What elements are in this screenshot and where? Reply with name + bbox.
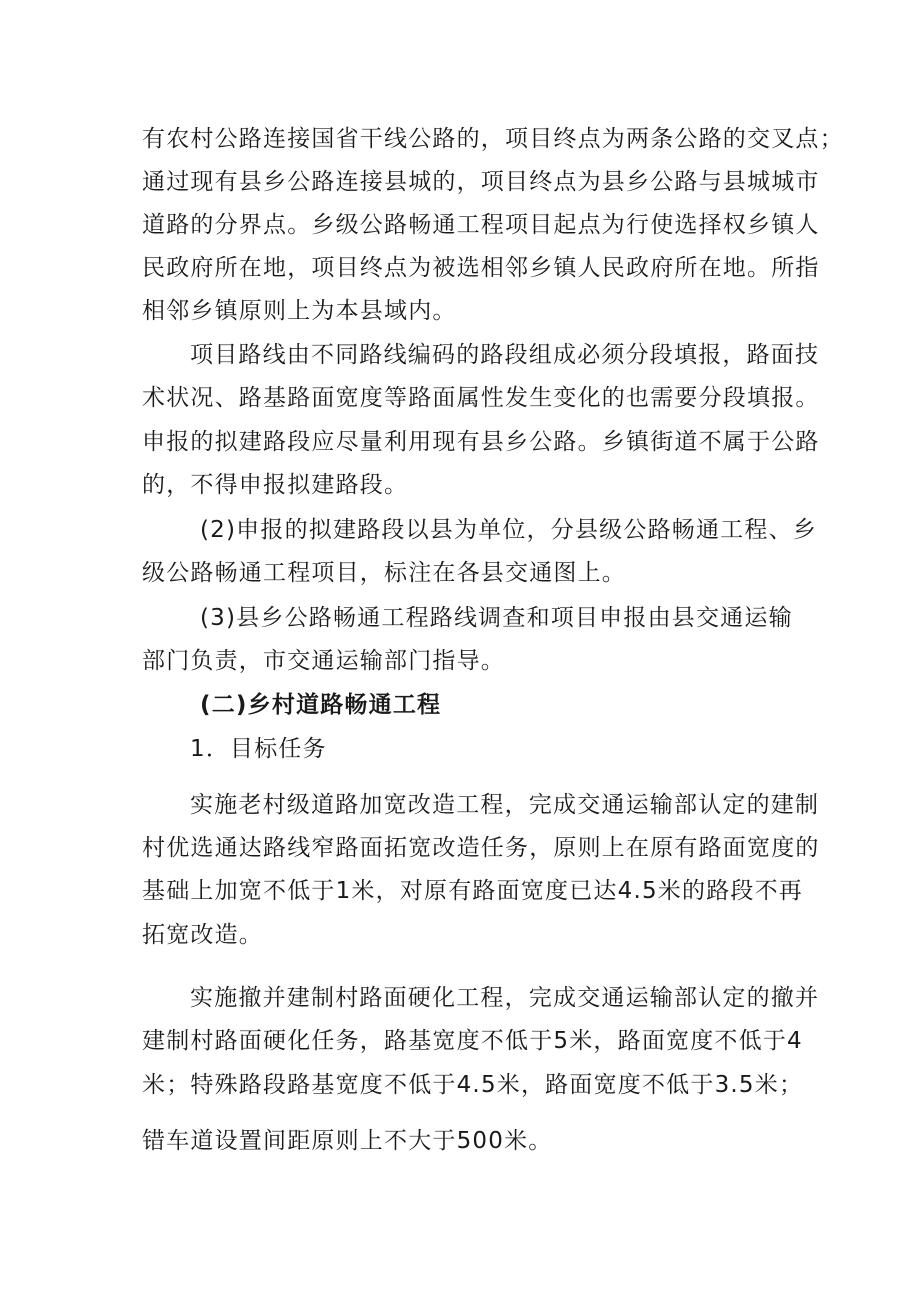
text-line: 术状况、路基路面宽度等路面属性发生变化的也需要分段填报。 <box>142 385 820 411</box>
text-line: 的，不得申报拟建路段。 <box>142 472 409 498</box>
section-heading: (二)乡村道路畅通工程 <box>200 692 442 718</box>
text-line: 拓宽改造。 <box>142 922 263 948</box>
text-line: 基础上加宽不低于1米，对原有路面宽度已达4.5米的路段不再 <box>142 878 804 904</box>
text-line: 民政府所在地，项目终点为被选相邻乡镇人民政府所在地。所指 <box>142 255 820 281</box>
text-line: 实施老村级道路加宽改造工程，完成交通运输部认定的建制 <box>190 792 820 818</box>
text-line: 实施撤并建制村路面硬化工程，完成交通运输部认定的撤并 <box>190 985 820 1011</box>
text-line: 错车道设置间距原则上不大于500米。 <box>142 1128 553 1154</box>
text-line: (2)申报的拟建路段以县为单位，分县级公路畅通工程、乡 <box>200 517 817 543</box>
text-line: (3)县乡公路畅通工程路线调查和项目申报由县交通运输 <box>200 605 793 631</box>
text-line: 通过现有县乡公路连接县城的，项目终点为县乡公路与县城城市 <box>142 169 820 195</box>
text-line: 相邻乡镇原则上为本县域内。 <box>142 298 457 324</box>
text-line: 部门负责，市交通运输部门指导。 <box>142 648 505 674</box>
text-line: 级公路畅通工程项目，标注在各县交通图上。 <box>142 560 626 586</box>
text-line: 项目路线由不同路线编码的路段组成必须分段填报，路面技 <box>190 342 820 368</box>
text-line: 有农村公路连接国省干线公路的，项目终点为两条公路的交叉点； <box>142 126 844 152</box>
text-line: 米；特殊路段路基宽度不低于4.5米，路面宽度不低于3.5米； <box>142 1072 804 1098</box>
text-line: 申报的拟建路段应尽量利用现有县乡公路。乡镇街道不属于公路 <box>142 429 820 455</box>
text-line: 建制村路面硬化任务，路基宽度不低于5米，路面宽度不低于4 <box>142 1028 803 1054</box>
text-line: 道路的分界点。乡级公路畅通工程项目起点为行使选择权乡镇人 <box>142 212 820 238</box>
text-line: 村优选通达路线窄路面拓宽改造任务，原则上在原有路面宽度的 <box>142 835 820 861</box>
subsection-heading: 1．目标任务 <box>190 736 327 762</box>
